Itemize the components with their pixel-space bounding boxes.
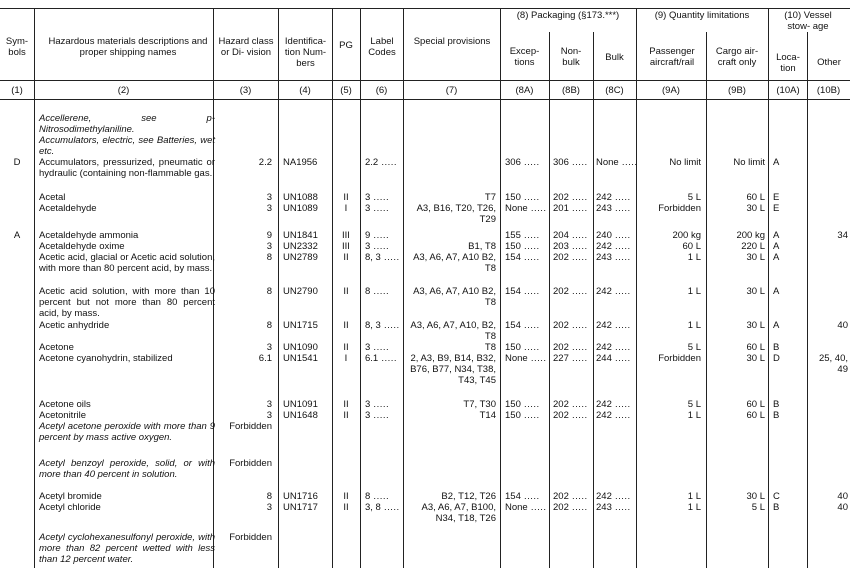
cell-pg: II: [343, 491, 349, 502]
leader-dots: .....: [520, 241, 540, 252]
leader-dots: .....: [520, 399, 540, 410]
cell-label-codes: 3 .....: [365, 241, 390, 252]
leader-dots: .....: [520, 342, 540, 353]
header-pg: PG: [339, 40, 353, 51]
cell-description: Acetaldehyde ammonia: [39, 230, 139, 241]
cell-hazard-class: 3: [266, 502, 272, 513]
cell-location: A: [773, 230, 780, 241]
cell-nonbulk: 201 .....: [553, 203, 588, 214]
cell-passenger: 5 L: [687, 192, 701, 203]
cell-cargo: 30 L: [746, 252, 765, 263]
leader-dots: .....: [520, 491, 540, 502]
cell-location: A: [773, 252, 780, 263]
leader-dots: .....: [568, 192, 588, 203]
cell-passenger: 1 L: [687, 410, 701, 421]
cell-description: Acetaldehyde oxime: [39, 241, 125, 252]
cell-cargo: No limit: [733, 157, 765, 168]
cell-pg: III: [342, 230, 350, 241]
cell-id-number: UN2789: [283, 252, 318, 263]
cell-other: 40: [837, 491, 848, 502]
header-bulk: Bulk: [605, 52, 624, 63]
leader-dots: .....: [380, 252, 400, 263]
colnum: (8B): [562, 85, 580, 96]
cell-id-number: UN1717: [283, 502, 318, 513]
cell-exceptions: 154 .....: [505, 491, 540, 502]
cell-nonbulk: 306 .....: [553, 157, 588, 168]
leader-dots: .....: [611, 252, 631, 263]
cell-description: Acetic acid solution, with more than 10 percent but not more than 80 percent acid, by mass.: [39, 286, 215, 319]
cell-nonbulk: 227 .....: [553, 353, 588, 364]
header-quantity-group: (9) Quantity limitations: [654, 10, 750, 21]
col-rule: [768, 8, 769, 568]
cell-location: B: [773, 342, 780, 353]
cell-cargo: 60 L: [746, 342, 765, 353]
cell-description: Accumulators, electric, see Batteries, wet etc.: [39, 135, 215, 157]
cell-cargo: 30 L: [746, 286, 765, 297]
cell-pg: II: [343, 252, 349, 263]
cell-passenger: 60 L: [682, 241, 701, 252]
cell-location: C: [773, 491, 780, 502]
cell-special-provisions: A3, A6, A7, A10, B2, T8: [410, 320, 496, 342]
cell-description: Accumulators, pressurized, pneumatic or hydraulic (containing non-flammable gas.: [39, 157, 215, 179]
header-symbols: Sym- bols: [5, 36, 29, 58]
colnum: (1): [11, 85, 23, 96]
cell-symbols: D: [13, 157, 21, 168]
leader-dots: .....: [378, 157, 398, 168]
leader-dots: .....: [568, 157, 588, 168]
cell-passenger: 1 L: [687, 320, 701, 331]
cell-location: E: [773, 192, 780, 203]
cell-pg: I: [344, 203, 348, 214]
cell-id-number: NA1956: [283, 157, 318, 168]
cell-cargo: 30 L: [746, 353, 765, 364]
cell-exceptions: 154 .....: [505, 286, 540, 297]
header-id-numbers: Identifica- tion Num- bers: [284, 36, 327, 69]
header-other: Other: [817, 57, 841, 68]
cell-special-provisions: T7: [484, 192, 496, 203]
header-description: Hazardous materials descriptions and proper shipping names: [48, 36, 208, 58]
cell-hazard-class: 8: [266, 252, 272, 263]
colnum: (10B): [816, 85, 841, 96]
cell-special-provisions: A3, A6, A7, B100, N34, T18, T26: [421, 502, 496, 524]
cell-exceptions: None .....: [505, 502, 547, 513]
cell-exceptions: 154 .....: [505, 252, 540, 263]
leader-dots: .....: [568, 410, 588, 421]
cell-hazard-class: 8: [266, 491, 272, 502]
cell-pg: II: [343, 410, 349, 421]
leader-dots: .....: [568, 320, 588, 331]
cell-hazard-class: 3: [266, 192, 272, 203]
cell-bulk: 243 .....: [596, 203, 631, 214]
cell-exceptions: 150 .....: [505, 399, 540, 410]
cell-nonbulk: 202 .....: [553, 410, 588, 421]
cell-label-codes: 8 .....: [365, 491, 390, 502]
cell-hazard-class: 2.2: [258, 157, 272, 168]
cell-id-number: UN2332: [283, 241, 318, 252]
cell-cargo: 30 L: [746, 203, 765, 214]
cell-id-number: UN2790: [283, 286, 318, 297]
cell-passenger: Forbidden: [658, 203, 701, 214]
cell-bulk: 242 .....: [596, 192, 631, 203]
cell-bulk: 242 .....: [596, 399, 631, 410]
cell-cargo: 5 L: [751, 502, 765, 513]
leader-dots: .....: [520, 320, 540, 331]
leader-dots: .....: [568, 230, 588, 241]
header-location: Loca- tion: [776, 52, 800, 74]
leader-dots: .....: [568, 353, 588, 364]
colnum: (9A): [662, 85, 680, 96]
leader-dots: .....: [611, 410, 631, 421]
cell-passenger: 5 L: [687, 342, 701, 353]
cell-id-number: UN1088: [283, 192, 318, 203]
cell-label-codes: 3 .....: [365, 192, 390, 203]
cell-nonbulk: 202 .....: [553, 192, 588, 203]
cell-id-number: UN1648: [283, 410, 318, 421]
cell-cargo: 220 L: [741, 241, 765, 252]
leader-dots: .....: [378, 353, 398, 364]
cell-hazard-class: 6.1: [258, 353, 272, 364]
leader-dots: .....: [568, 342, 588, 353]
cell-passenger: 200 kg: [672, 230, 701, 241]
col-rule: [593, 32, 594, 568]
cell-exceptions: 155 .....: [505, 230, 540, 241]
cell-exceptions: 150 .....: [505, 192, 540, 203]
cell-nonbulk: 202 .....: [553, 502, 588, 513]
cell-cargo: 30 L: [746, 320, 765, 331]
header-passenger: Passenger aircraft/rail: [649, 46, 695, 68]
cell-description: Acetal: [39, 192, 66, 203]
cell-location: A: [773, 157, 780, 168]
cell-hazard-class: Forbidden: [229, 421, 272, 432]
cell-description: Acetic anhydride: [39, 320, 110, 331]
cell-nonbulk: 202 .....: [553, 252, 588, 263]
cell-special-provisions: T7, T30: [463, 399, 496, 410]
colnum: (9B): [728, 85, 746, 96]
cell-label-codes: 8, 3 .....: [365, 320, 400, 331]
leader-dots: .....: [380, 320, 400, 331]
cell-hazard-class: 8: [266, 286, 272, 297]
cell-other: 40: [837, 320, 848, 331]
cell-exceptions: 154 .....: [505, 320, 540, 331]
cell-special-provisions: A3, A6, A7, A10 B2, T8: [413, 252, 496, 274]
cell-bulk: 243 .....: [596, 252, 631, 263]
cell-cargo: 30 L: [746, 491, 765, 502]
col-rule: [278, 8, 279, 568]
colnum: (5): [340, 85, 352, 96]
col-rule: [549, 32, 550, 568]
cell-description: Acetonitrile: [39, 410, 86, 421]
col-rule: [34, 8, 35, 568]
header-nonbulk: Non- bulk: [560, 46, 582, 68]
cell-label-codes: 8, 3 .....: [365, 252, 400, 263]
header-cargo: Cargo air- craft only: [715, 46, 759, 68]
leader-dots: .....: [370, 491, 390, 502]
cell-description: Acetyl chloride: [39, 502, 101, 513]
header-bottom-rule: [0, 80, 850, 81]
cell-passenger: No limit: [669, 157, 701, 168]
cell-hazard-class: 8: [266, 320, 272, 331]
leader-dots: .....: [618, 157, 638, 168]
cell-description: Acetyl acetone peroxide with more than 9 percent by mass active oxygen.: [39, 421, 215, 443]
leader-dots: .....: [611, 320, 631, 331]
cell-location: A: [773, 320, 780, 331]
cell-label-codes: 3 .....: [365, 399, 390, 410]
cell-bulk: 243 .....: [596, 502, 631, 513]
cell-other: 40: [837, 502, 848, 513]
leader-dots: .....: [370, 342, 390, 353]
leader-dots: .....: [520, 286, 540, 297]
cell-special-provisions: A3, A6, A7, A10 B2, T8: [413, 286, 496, 308]
cell-description: Acetaldehyde: [39, 203, 97, 214]
cell-label-codes: 3 .....: [365, 203, 390, 214]
cell-location: D: [773, 353, 780, 364]
cell-special-provisions: T8: [484, 342, 496, 353]
colnum-bottom-rule: [0, 99, 850, 100]
leader-dots: .....: [568, 241, 588, 252]
cell-exceptions: 150 .....: [505, 410, 540, 421]
cell-nonbulk: 202 .....: [553, 286, 588, 297]
col-rule: [807, 32, 808, 568]
cell-special-provisions: B2, T12, T26: [441, 491, 496, 502]
colnum: (6): [375, 85, 388, 96]
cell-label-codes: 9 .....: [365, 230, 390, 241]
leader-dots: .....: [611, 502, 631, 513]
leader-dots: .....: [611, 342, 631, 353]
cell-id-number: UN1091: [283, 399, 318, 410]
cell-cargo: 60 L: [746, 192, 765, 203]
cell-pg: II: [343, 192, 349, 203]
cell-description: Acetone: [39, 342, 74, 353]
cell-description: Acetyl bromide: [39, 491, 102, 502]
leader-dots: .....: [520, 192, 540, 203]
leader-dots: .....: [370, 286, 390, 297]
cell-id-number: UN1089: [283, 203, 318, 214]
leader-dots: .....: [370, 192, 390, 203]
cell-id-number: UN1716: [283, 491, 318, 502]
cell-bulk: 242 .....: [596, 342, 631, 353]
colnum: (8C): [605, 85, 624, 96]
leader-dots: .....: [520, 252, 540, 263]
cell-bulk: 242 .....: [596, 320, 631, 331]
leader-dots: .....: [527, 203, 547, 214]
cell-pg: I: [344, 353, 348, 364]
cell-description: Acetone oils: [39, 399, 91, 410]
cell-bulk: 242 .....: [596, 241, 631, 252]
leader-dots: .....: [611, 192, 631, 203]
leader-dots: .....: [568, 203, 588, 214]
cell-location: E: [773, 203, 780, 214]
cell-exceptions: None .....: [505, 203, 547, 214]
cell-label-codes: 3 .....: [365, 342, 390, 353]
cell-bulk: 240 .....: [596, 230, 631, 241]
cell-hazard-class: 3: [266, 399, 272, 410]
cell-hazard-class: Forbidden: [229, 532, 272, 543]
cell-description: Acetyl benzoyl peroxide, solid, or with more than 40 percent in solution.: [39, 458, 215, 480]
cell-hazard-class: 3: [266, 410, 272, 421]
cell-cargo: 60 L: [746, 399, 765, 410]
cell-id-number: UN1541: [283, 353, 318, 364]
leader-dots: .....: [527, 502, 547, 513]
cell-bulk: 242 .....: [596, 286, 631, 297]
cell-passenger: 5 L: [687, 399, 701, 410]
cell-description: Accellerene, see p-Nitrosodimethylaniline.: [39, 113, 215, 135]
cell-symbols: A: [13, 230, 21, 241]
cell-hazard-class: Forbidden: [229, 458, 272, 469]
leader-dots: .....: [611, 353, 631, 364]
colnum: (8A): [515, 85, 534, 96]
cell-pg: II: [343, 286, 349, 297]
cell-other: 34: [837, 230, 848, 241]
leader-dots: .....: [370, 203, 390, 214]
col-rule: [500, 8, 501, 568]
cell-exceptions: None .....: [505, 353, 547, 364]
leader-dots: .....: [611, 399, 631, 410]
cell-label-codes: 8 .....: [365, 286, 390, 297]
cell-pg: II: [343, 502, 349, 513]
leader-dots: .....: [520, 230, 540, 241]
cell-exceptions: 306 .....: [505, 157, 540, 168]
leader-dots: .....: [380, 502, 400, 513]
leader-dots: .....: [527, 353, 547, 364]
cell-nonbulk: 202 .....: [553, 342, 588, 353]
header-special-provisions: Special provisions: [413, 36, 491, 47]
header-vessel-group: (10) Vessel stow- age: [784, 10, 832, 32]
header-label-codes: Label Codes: [368, 36, 396, 58]
cell-bulk: None .....: [596, 157, 638, 168]
cell-bulk: 242 .....: [596, 491, 631, 502]
leader-dots: .....: [568, 502, 588, 513]
cell-label-codes: 2.2 .....: [365, 157, 398, 168]
cell-location: A: [773, 286, 780, 297]
cell-hazard-class: 3: [266, 342, 272, 353]
cell-nonbulk: 203 .....: [553, 241, 588, 252]
cell-location: A: [773, 241, 780, 252]
cell-label-codes: 3, 8 .....: [365, 502, 400, 513]
leader-dots: .....: [370, 241, 390, 252]
header-packaging-group: (8) Packaging (§173.***): [516, 10, 620, 21]
cell-passenger: 1 L: [687, 252, 701, 263]
cell-location: B: [773, 502, 780, 513]
cell-id-number: UN1090: [283, 342, 318, 353]
col-rule: [332, 8, 333, 568]
cell-bulk: 242 .....: [596, 410, 631, 421]
leader-dots: .....: [611, 203, 631, 214]
cell-bulk: 244 .....: [596, 353, 631, 364]
cell-description: Acetyl cyclohexanesulfonyl peroxide, with more than 82 percent wetted with less than 12 percent water.: [39, 532, 215, 565]
col-rule: [706, 32, 707, 568]
cell-pg: II: [343, 342, 349, 353]
cell-id-number: UN1715: [283, 320, 318, 331]
colnum: (10A): [776, 85, 800, 96]
leader-dots: .....: [370, 230, 390, 241]
colnum: (3): [239, 85, 252, 96]
leader-dots: .....: [568, 286, 588, 297]
cell-hazard-class: 3: [266, 203, 272, 214]
cell-pg: III: [342, 241, 350, 252]
leader-dots: .....: [520, 410, 540, 421]
cell-pg: II: [343, 320, 349, 331]
header-exceptions: Excep- tions: [509, 46, 540, 68]
cell-special-provisions: A3, B16, T20, T26, T29: [416, 203, 496, 225]
cell-special-provisions: T14: [479, 410, 496, 421]
cell-location: B: [773, 399, 780, 410]
cell-passenger: 1 L: [687, 502, 701, 513]
cell-passenger: Forbidden: [658, 353, 701, 364]
cell-id-number: UN1841: [283, 230, 318, 241]
cell-special-provisions: 2, A3, B9, B14, B32, B76, B77, N34, T38, T43, T45: [410, 353, 496, 386]
cell-passenger: 1 L: [687, 286, 701, 297]
colnum: (4): [299, 85, 311, 96]
cell-description: Acetic acid, glacial or Acetic acid solution, with more than 80 percent acid, by mass.: [39, 252, 215, 274]
cell-passenger: 1 L: [687, 491, 701, 502]
leader-dots: .....: [370, 410, 390, 421]
cell-label-codes: 3 .....: [365, 410, 390, 421]
leader-dots: .....: [611, 491, 631, 502]
leader-dots: .....: [520, 157, 540, 168]
colnum: (2): [117, 85, 130, 96]
colnum: (7): [445, 85, 458, 96]
cell-nonbulk: 204 .....: [553, 230, 588, 241]
cell-nonbulk: 202 .....: [553, 320, 588, 331]
leader-dots: .....: [611, 241, 631, 252]
cell-label-codes: 6.1 .....: [365, 353, 398, 364]
header-hazard-class: Hazard class or Di- vision: [218, 36, 274, 58]
leader-dots: .....: [370, 399, 390, 410]
cell-description: Acetone cyanohydrin, stabilized: [39, 353, 173, 364]
cell-hazard-class: 3: [266, 241, 272, 252]
table-top-rule: [0, 8, 850, 9]
leader-dots: .....: [568, 399, 588, 410]
leader-dots: .....: [611, 230, 631, 241]
cell-exceptions: 150 .....: [505, 342, 540, 353]
cell-location: B: [773, 410, 780, 421]
cell-nonbulk: 202 .....: [553, 491, 588, 502]
cell-special-provisions: B1, T8: [468, 241, 496, 252]
leader-dots: .....: [568, 491, 588, 502]
col-rule: [360, 8, 361, 568]
cell-pg: II: [343, 399, 349, 410]
cell-cargo: 60 L: [746, 410, 765, 421]
cell-hazard-class: 9: [266, 230, 272, 241]
leader-dots: .....: [568, 252, 588, 263]
cell-cargo: 200 kg: [736, 230, 765, 241]
cell-exceptions: 150 .....: [505, 241, 540, 252]
cell-other: 25, 40, 49: [818, 353, 848, 375]
cell-nonbulk: 202 .....: [553, 399, 588, 410]
leader-dots: .....: [611, 286, 631, 297]
